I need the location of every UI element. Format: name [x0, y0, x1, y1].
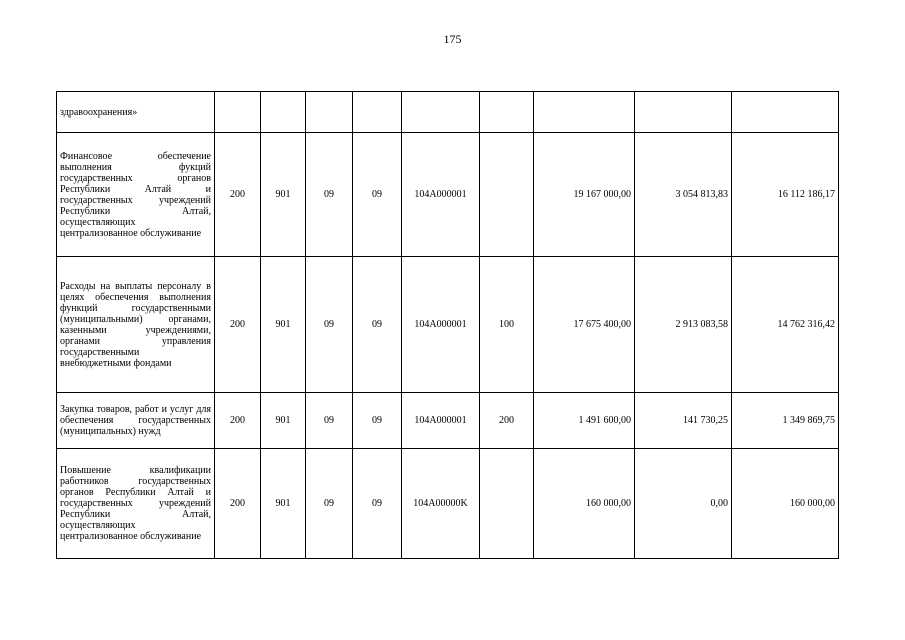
admin-cell: 200	[215, 449, 261, 559]
plan-cell: 19 167 000,00	[534, 133, 635, 257]
admin-cell: 200	[215, 393, 261, 449]
section-cell: 901	[261, 449, 306, 559]
subsection-cell	[306, 92, 353, 133]
remainder-cell: 1 349 869,75	[732, 393, 839, 449]
expense-type-cell	[480, 92, 534, 133]
remainder-cell: 14 762 316,42	[732, 257, 839, 393]
subsection-cell: 09	[306, 393, 353, 449]
executed-cell: 141 730,25	[635, 393, 732, 449]
program-cell: 09	[353, 133, 402, 257]
section-cell: 901	[261, 133, 306, 257]
expense-type-cell	[480, 449, 534, 559]
target-cell: 104A000001	[402, 133, 480, 257]
target-cell: 104A00000K	[402, 449, 480, 559]
admin-cell: 200	[215, 133, 261, 257]
plan-cell: 1 491 600,00	[534, 393, 635, 449]
target-cell	[402, 92, 480, 133]
remainder-cell	[732, 92, 839, 133]
remainder-cell: 160 000,00	[732, 449, 839, 559]
program-cell: 09	[353, 449, 402, 559]
executed-cell: 3 054 813,83	[635, 133, 732, 257]
program-cell: 09	[353, 393, 402, 449]
executed-cell	[635, 92, 732, 133]
subsection-cell: 09	[306, 257, 353, 393]
plan-cell: 17 675 400,00	[534, 257, 635, 393]
budget-table	[56, 91, 839, 559]
plan-cell	[534, 92, 635, 133]
table-row	[57, 92, 839, 133]
row-name-cell: Закупка товаров, работ и услуг для обеспечения государственных (муниципальных) нужд	[57, 393, 215, 449]
executed-cell: 0,00	[635, 449, 732, 559]
executed-cell: 2 913 083,58	[635, 257, 732, 393]
plan-cell: 160 000,00	[534, 449, 635, 559]
row-name-cell: Расходы на выплаты персоналу в целях обеспечения выполнения функций государственными (муниципальными) органами, казенными учреждениями, органами управления государственными внебюджетными фондами	[57, 257, 215, 393]
program-cell	[353, 92, 402, 133]
table-row	[57, 449, 839, 559]
table-row	[57, 133, 839, 257]
program-cell: 09	[353, 257, 402, 393]
section-cell: 901	[261, 393, 306, 449]
row-name-cell: здравоохранения»	[57, 92, 215, 133]
section-cell: 901	[261, 257, 306, 393]
section-cell	[261, 92, 306, 133]
expense-type-cell: 100	[480, 257, 534, 393]
target-cell: 104A000001	[402, 257, 480, 393]
admin-cell: 200	[215, 257, 261, 393]
subsection-cell: 09	[306, 133, 353, 257]
row-name-cell: Повышение квалификации работников государственных органов Республики Алтай и государственных учреждений Республики Алтай, осуществляющих централизованное обслуживание	[57, 449, 215, 559]
expense-type-cell: 200	[480, 393, 534, 449]
remainder-cell: 16 112 186,17	[732, 133, 839, 257]
table-row	[57, 393, 839, 449]
row-name-cell: Финансовое обеспечение выполнения фукций государственных органов Республики Алтай и государственных учреждений Республики Алтай, осуществляющих централизованное обслуживание	[57, 133, 215, 257]
expense-type-cell	[480, 133, 534, 257]
page-number: 175	[443, 32, 462, 46]
subsection-cell: 09	[306, 449, 353, 559]
target-cell: 104A000001	[402, 393, 480, 449]
admin-cell	[215, 92, 261, 133]
table-row	[57, 257, 839, 393]
